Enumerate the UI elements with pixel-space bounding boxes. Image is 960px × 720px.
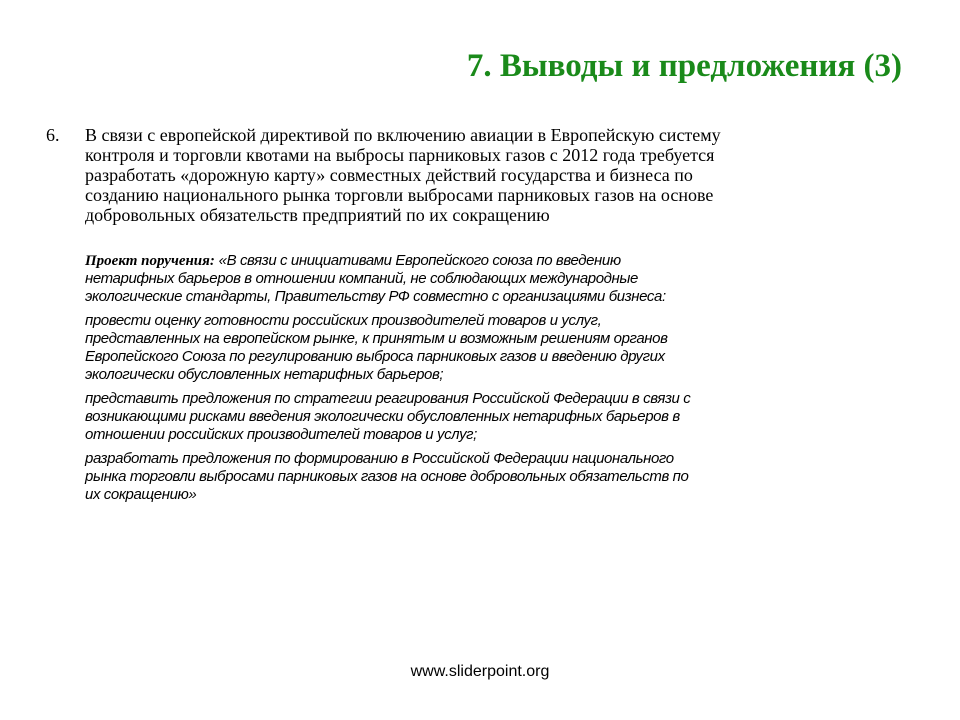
list-item-line: разработать «дорожную карту» совместных действий государства и бизнеса по [85,165,693,185]
draft-first-line [85,252,895,270]
draft-line: их сокращению» [85,486,197,503]
draft-line: нетарифных барьеров в отношении компаний, не соблюдающих международные [85,270,638,287]
draft-line: представленных на европейском рынке, к принятым и возможным решениям органов [85,330,668,347]
draft-line: разработать предложения по формированию в Российской Федерации национального [85,450,674,467]
draft-line: возникающими рисками введения экологически обусловленных нетарифных барьеров в [85,408,680,425]
list-item-number: 6. [46,125,60,145]
draft-line: отношении российских производителей товаров и услуг; [85,426,477,443]
draft-line: рынка торговли выбросами парниковых газов на основе добровольных обязательств по [85,468,689,485]
draft-line: представить предложения по стратегии реагирования Российской Федерации в связи с [85,390,691,407]
draft-line: экологически обусловленных нетарифных барьеров; [85,366,444,383]
draft-point-market [85,450,895,504]
list-item-line: созданию национального рынка торговли выбросами парниковых газов на основе [85,185,714,205]
draft-line: Европейского Союза по регулированию выброса парниковых газов и введению других [85,348,665,365]
list-item-line: добровольных обязательств предприятий по их сокращению [85,205,550,225]
draft-intro [85,252,895,306]
list-item-line: В связи с европейской директивой по включению авиации в Европейскую систему [85,125,721,145]
draft-line: экологические стандарты, Правительству РФ совместно с организациями бизнеса: [85,288,666,305]
draft-line: провести оценку готовности российских производителей товаров и услуг, [85,312,602,329]
list-item-text [85,125,855,225]
draft-point-assessment [85,312,895,384]
list-item-line: контроля и торговли квотами на выбросы парниковых газов с 2012 года требуется [85,145,715,165]
footer-url[interactable]: www.sliderpoint.org [410,663,550,680]
draft-first-text: «В связи с инициативами Европейского союза по введению [214,252,621,269]
draft-label: Проект поручения: [85,253,215,269]
slide-title: 7. Выводы и предложения (3) [466,48,902,84]
draft-instruction [85,252,895,510]
draft-point-strategy [85,390,895,444]
